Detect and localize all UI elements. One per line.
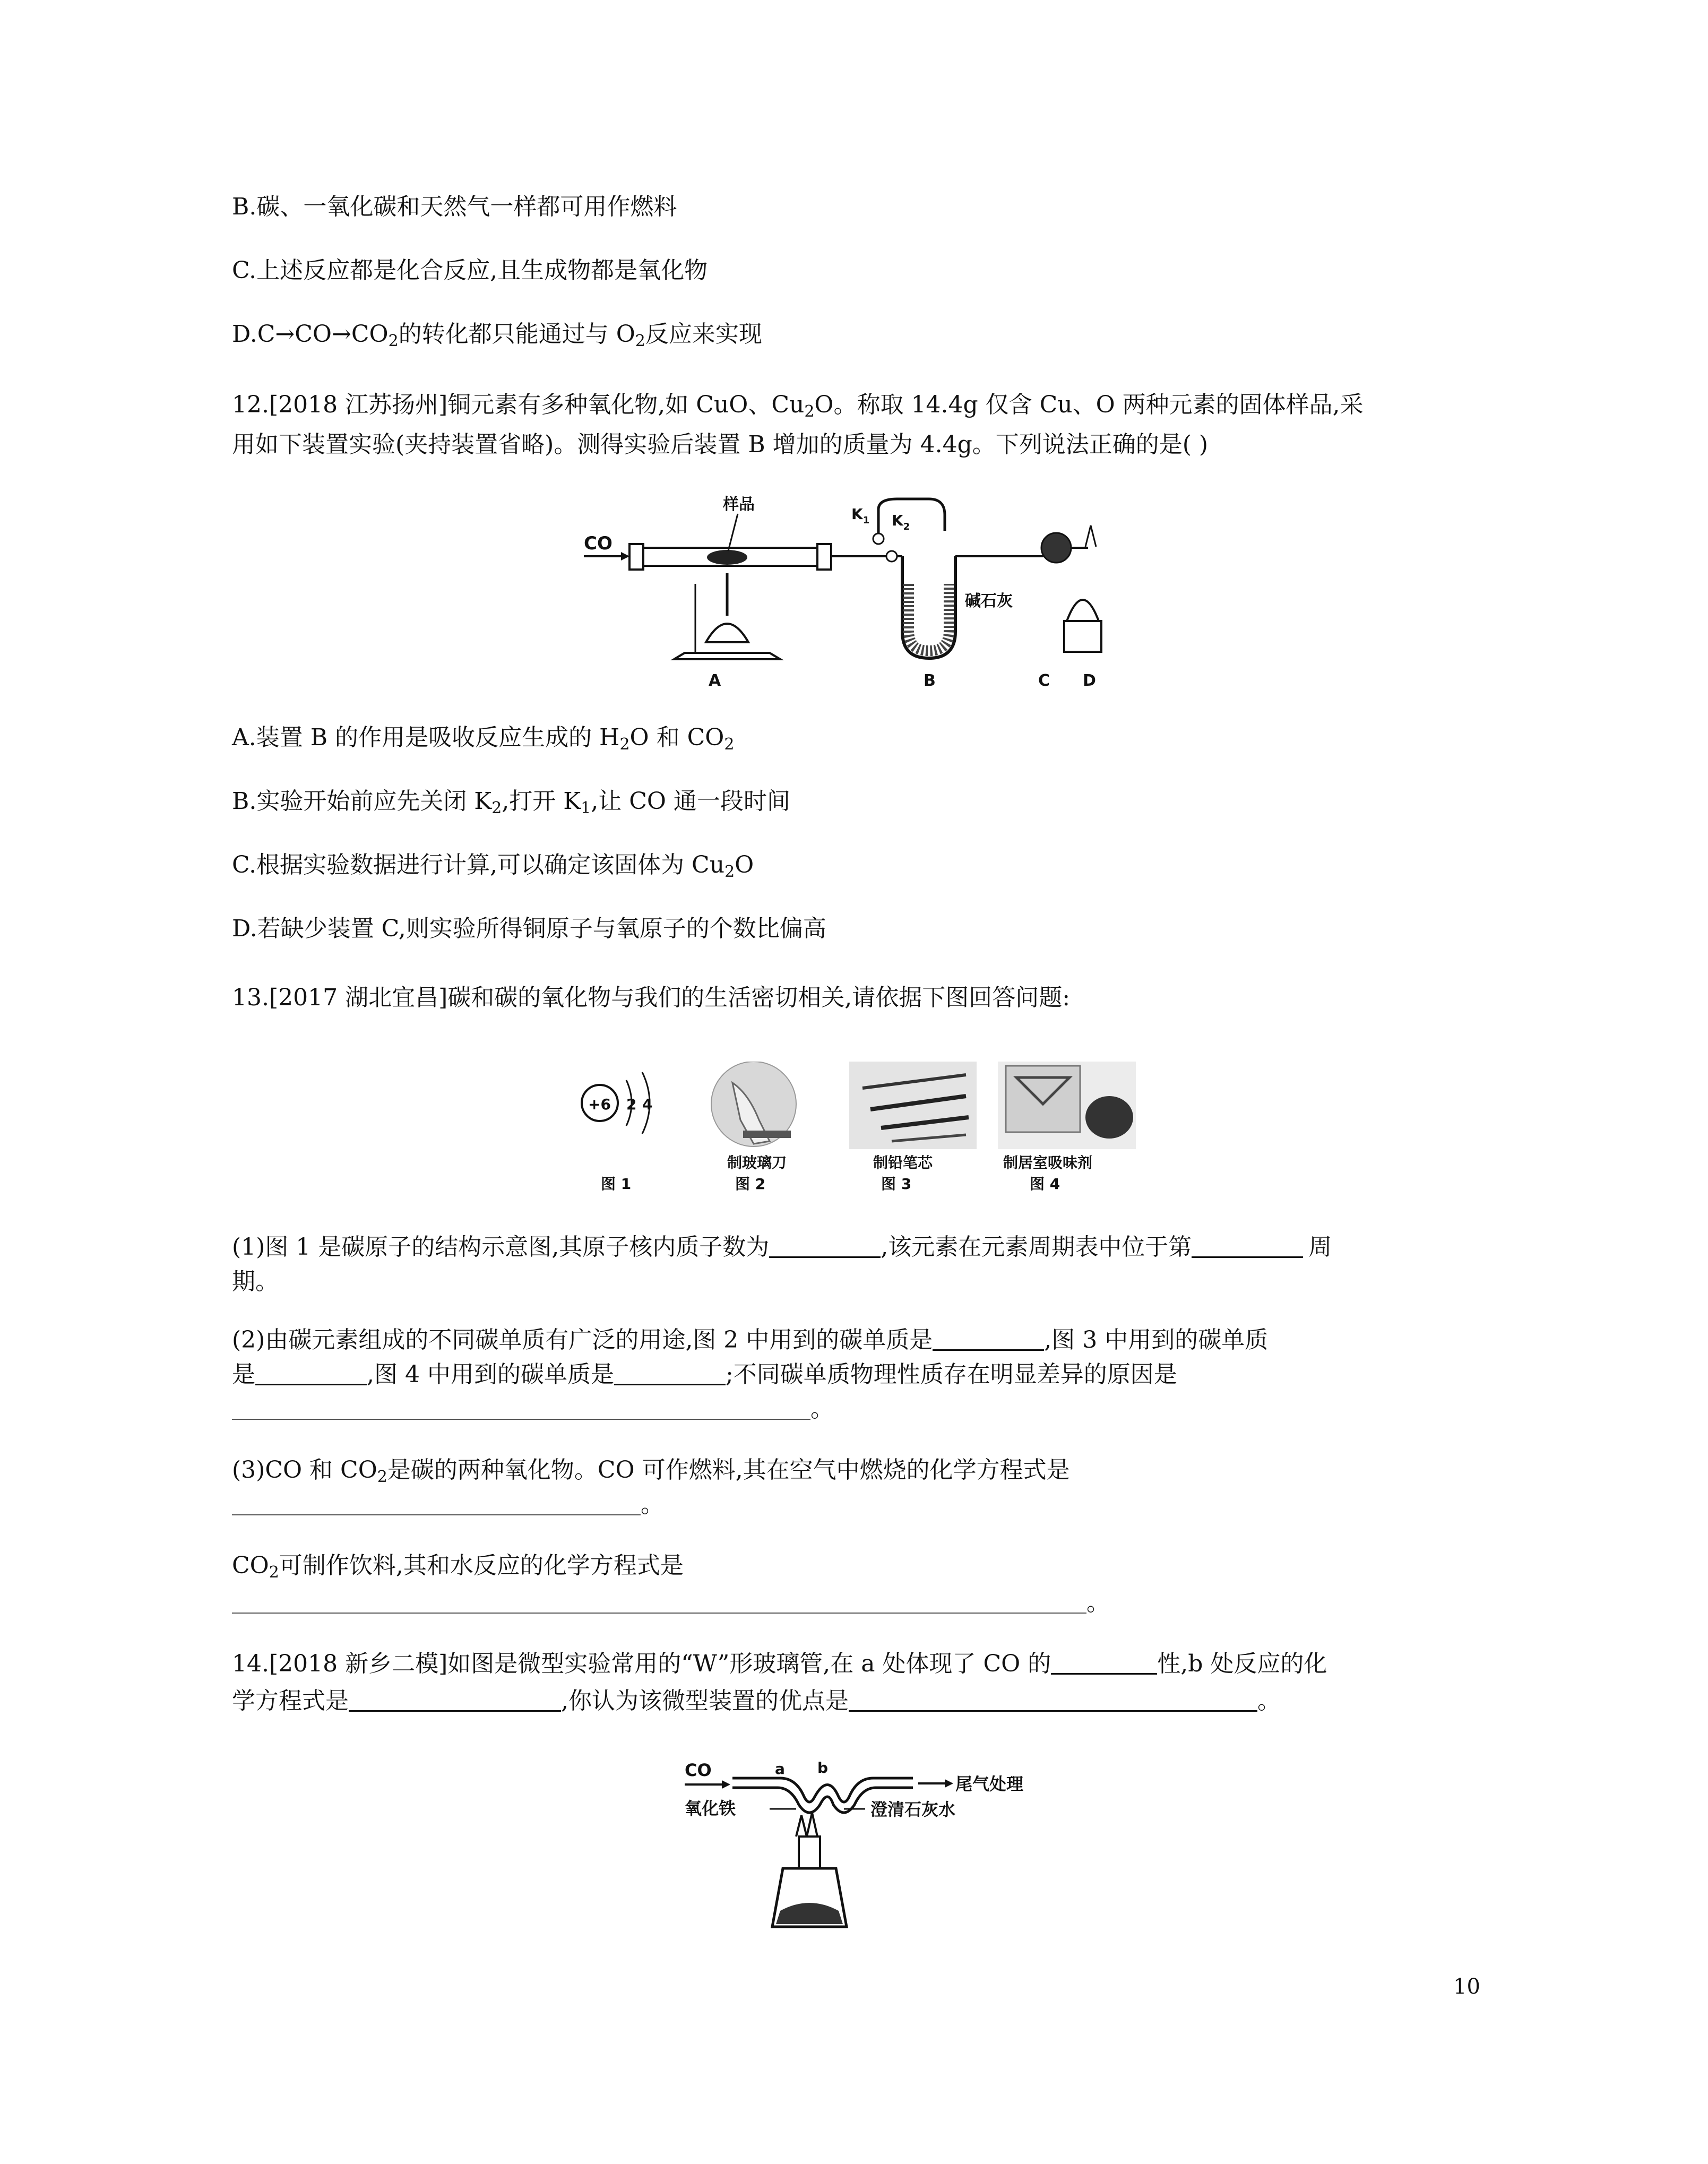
limewater-label: 澄清石灰水 bbox=[870, 1799, 956, 1820]
text: ,你认为该微型装置的优点是 bbox=[561, 1687, 849, 1714]
alcohol-lamp bbox=[706, 624, 748, 642]
glass-cutter-blade bbox=[743, 1131, 791, 1138]
text: ;不同碳单质物理性质存在明显差异的原因是 bbox=[725, 1361, 1177, 1388]
text: 可制作饮料,其和水反应的化学方程式是 bbox=[279, 1552, 684, 1579]
q13-part2-line1 bbox=[232, 1324, 1268, 1356]
q13-figures bbox=[573, 1062, 1146, 1205]
subscript: 2 bbox=[724, 863, 735, 881]
answer-blank-advantage[interactable] bbox=[849, 1689, 1257, 1712]
answer-blank-co2-water[interactable] bbox=[232, 1591, 1086, 1614]
answer-blank-co-property[interactable] bbox=[1051, 1652, 1157, 1675]
point-a-label: a bbox=[775, 1760, 785, 1778]
subscript: 2 bbox=[491, 799, 502, 817]
answer-blank-b-equation[interactable] bbox=[349, 1689, 561, 1712]
q13-part1-line2: 期。 bbox=[232, 1268, 279, 1295]
fig3-label: 图 3 bbox=[881, 1175, 912, 1193]
arrow: → bbox=[275, 321, 295, 348]
k2-label bbox=[892, 512, 910, 532]
q13-stem: 13.[2017 湖北宜昌]碳和碳的氧化物与我们的生活密切相关,请依据下图回答问题: bbox=[232, 984, 1071, 1011]
text: ,图 4 中用到的碳单质是 bbox=[367, 1361, 614, 1388]
drying-bulb bbox=[1041, 533, 1071, 563]
page-number: 10 bbox=[1453, 1975, 1480, 1999]
fig2-label: 图 2 bbox=[735, 1175, 766, 1193]
subscript: 2 bbox=[635, 332, 645, 350]
burner-lamp bbox=[1067, 600, 1099, 621]
text: O 和 CO bbox=[629, 724, 724, 751]
subscript: 2 bbox=[619, 735, 630, 754]
sample-solid bbox=[707, 550, 747, 565]
answer-blank-fig4-substance[interactable] bbox=[614, 1363, 726, 1385]
k2-subscript: 2 bbox=[903, 521, 910, 532]
fig4-label: 图 4 bbox=[1030, 1175, 1060, 1193]
q12-option-d: D.若缺少装置 C,则实验所得铜原子与氧原子的个数比偏高 bbox=[232, 915, 826, 942]
label-d: D bbox=[1083, 671, 1096, 690]
subscript: 2 bbox=[804, 402, 815, 421]
q13-part2-line3 bbox=[232, 1393, 834, 1425]
text: 。 bbox=[1086, 1589, 1110, 1616]
text: 是碳的两种氧化物。CO 可作燃料,其在空气中燃烧的化学方程式是 bbox=[387, 1456, 1070, 1484]
valve-k2 bbox=[886, 551, 897, 562]
text: ,图 3 中用到的碳单质 bbox=[1044, 1326, 1269, 1353]
subscript: 2 bbox=[388, 332, 399, 350]
fig4-caption: 制居室吸味剂 bbox=[1003, 1154, 1093, 1171]
text: (3)CO 和 CO bbox=[232, 1456, 377, 1484]
q12-stem-line2: 用如下装置实验(夹持装置省略)。测得实验后装置 B 增加的质量为 4.4g。下列说法正确的是( ) bbox=[232, 431, 1209, 458]
text: A.装置 B 的作用是吸收反应生成的 H bbox=[232, 724, 620, 751]
q14-stem-line2 bbox=[232, 1685, 1281, 1717]
shell-2-count: 4 bbox=[642, 1096, 653, 1113]
q13-part1-line1 bbox=[232, 1231, 1332, 1263]
text: CO bbox=[295, 321, 332, 348]
co-inlet-label: CO bbox=[584, 533, 613, 554]
inlet-arrowhead bbox=[621, 552, 629, 561]
q12-option-a bbox=[232, 722, 734, 761]
answer-blank-period[interactable] bbox=[1192, 1235, 1303, 1258]
text: 。 bbox=[641, 1491, 664, 1518]
text: 12.[2018 江苏扬州]铜元素有多种氧化物,如 CuO、Cu bbox=[232, 391, 805, 418]
q13-part4-line2 bbox=[232, 1587, 1110, 1619]
text: 是 bbox=[232, 1361, 255, 1388]
q13-part3-line2 bbox=[232, 1489, 664, 1521]
text: ,让 CO 通一段时间 bbox=[591, 788, 790, 815]
k2-text: K bbox=[892, 512, 903, 529]
answer-blank-fig2-substance[interactable] bbox=[933, 1328, 1044, 1351]
tail-gas-label: 尾气处理 bbox=[955, 1774, 1024, 1794]
answer-blank-fig3-substance[interactable] bbox=[255, 1363, 367, 1385]
q13-part4-line1 bbox=[232, 1550, 684, 1589]
co-label: CO bbox=[685, 1760, 712, 1780]
answer-blank-co-combustion[interactable] bbox=[232, 1493, 641, 1515]
q13-part2-line2 bbox=[232, 1359, 1177, 1391]
text: 。 bbox=[810, 1395, 834, 1422]
stopper-left bbox=[629, 544, 643, 570]
label-b: B bbox=[924, 671, 936, 690]
subscript: 1 bbox=[581, 799, 591, 817]
k1-label bbox=[851, 505, 869, 526]
text: ,该元素在元素周期表中位于第 bbox=[881, 1234, 1192, 1261]
q12-option-b bbox=[232, 786, 790, 824]
text: 反应来实现 bbox=[645, 321, 762, 348]
q13-part3-line1 bbox=[232, 1454, 1070, 1493]
co-arrowhead bbox=[722, 1780, 730, 1789]
label-a: A bbox=[709, 671, 721, 690]
fig1-label: 图 1 bbox=[601, 1175, 632, 1193]
deodorant-box bbox=[1006, 1066, 1080, 1132]
stopper-right bbox=[817, 544, 831, 570]
bypass-tube bbox=[878, 499, 945, 533]
subscript: 2 bbox=[377, 1468, 387, 1486]
label-c: C bbox=[1038, 671, 1050, 690]
lamp-neck bbox=[799, 1837, 820, 1868]
flame bbox=[1085, 525, 1096, 547]
q14-w-tube-figure bbox=[674, 1757, 1056, 1932]
text: 14.[2018 新乡二模]如图是微型实验常用的“W”形玻璃管,在 a 处体现了 CO 的 bbox=[232, 1650, 1051, 1677]
iron-oxide-label: 氧化铁 bbox=[685, 1798, 736, 1818]
q12-option-c bbox=[232, 849, 754, 888]
text: CO bbox=[232, 1552, 269, 1579]
lamp-body bbox=[1064, 621, 1101, 652]
sample-label: 样品 bbox=[723, 495, 755, 514]
lamp-base bbox=[674, 653, 780, 659]
fig3-caption: 制铅笔芯 bbox=[873, 1154, 933, 1171]
q12-apparatus-figure bbox=[579, 488, 1131, 690]
q14-stem-line1 bbox=[232, 1648, 1327, 1680]
text: B.实验开始前应先关闭 K bbox=[232, 788, 492, 815]
arrow: → bbox=[332, 321, 351, 348]
subscript: 2 bbox=[269, 1563, 279, 1582]
text: O。称取 14.4g 仅含 Cu、O 两种元素的固体样品,采 bbox=[814, 391, 1364, 418]
q11-option-c: C.上述反应都是化合反应,且生成物都是氧化物 bbox=[232, 257, 708, 284]
point-b-label: b bbox=[817, 1759, 829, 1777]
soda-lime-label: 碱石灰 bbox=[965, 592, 1013, 610]
answer-blank-reason[interactable] bbox=[232, 1398, 810, 1420]
text: 。 bbox=[1257, 1687, 1281, 1714]
q11-option-d bbox=[232, 318, 762, 357]
text: CO bbox=[351, 321, 389, 348]
q11-option-b: B.碳、一氧化碳和天然气一样都可用作燃料 bbox=[232, 193, 677, 220]
text: 性,b 处反应的化 bbox=[1157, 1650, 1327, 1677]
nucleus-charge: +6 bbox=[588, 1096, 611, 1113]
subscript: 2 bbox=[724, 735, 735, 754]
text: ,打开 K bbox=[502, 788, 581, 815]
charcoal-bag bbox=[1085, 1096, 1133, 1139]
sample-pointer bbox=[728, 514, 738, 551]
answer-blank-proton-count[interactable] bbox=[769, 1235, 881, 1258]
text: 周 bbox=[1308, 1234, 1332, 1261]
k1-subscript: 1 bbox=[862, 515, 870, 526]
valve-k1 bbox=[873, 533, 884, 544]
tail-arrowhead bbox=[945, 1779, 953, 1788]
text: (2)由碳元素组成的不同碳单质有广泛的用途,图 2 中用到的碳单质是 bbox=[232, 1326, 933, 1353]
text: D.C bbox=[232, 321, 275, 348]
q12-stem-line1 bbox=[232, 389, 1364, 428]
flame bbox=[796, 1813, 817, 1837]
text: (1)图 1 是碳原子的结构示意图,其原子核内质子数为 bbox=[232, 1234, 770, 1261]
fig2-caption: 制玻璃刀 bbox=[727, 1154, 787, 1171]
soda-lime-fill bbox=[909, 584, 949, 651]
text: 的转化都只能通过与 O bbox=[398, 321, 635, 348]
text: C.根据实验数据进行计算,可以确定该固体为 Cu bbox=[232, 851, 725, 878]
k1-text: K bbox=[851, 505, 863, 523]
text: 学方程式是 bbox=[232, 1687, 349, 1714]
shell-1-count: 2 bbox=[626, 1096, 637, 1113]
text: O bbox=[735, 851, 754, 878]
